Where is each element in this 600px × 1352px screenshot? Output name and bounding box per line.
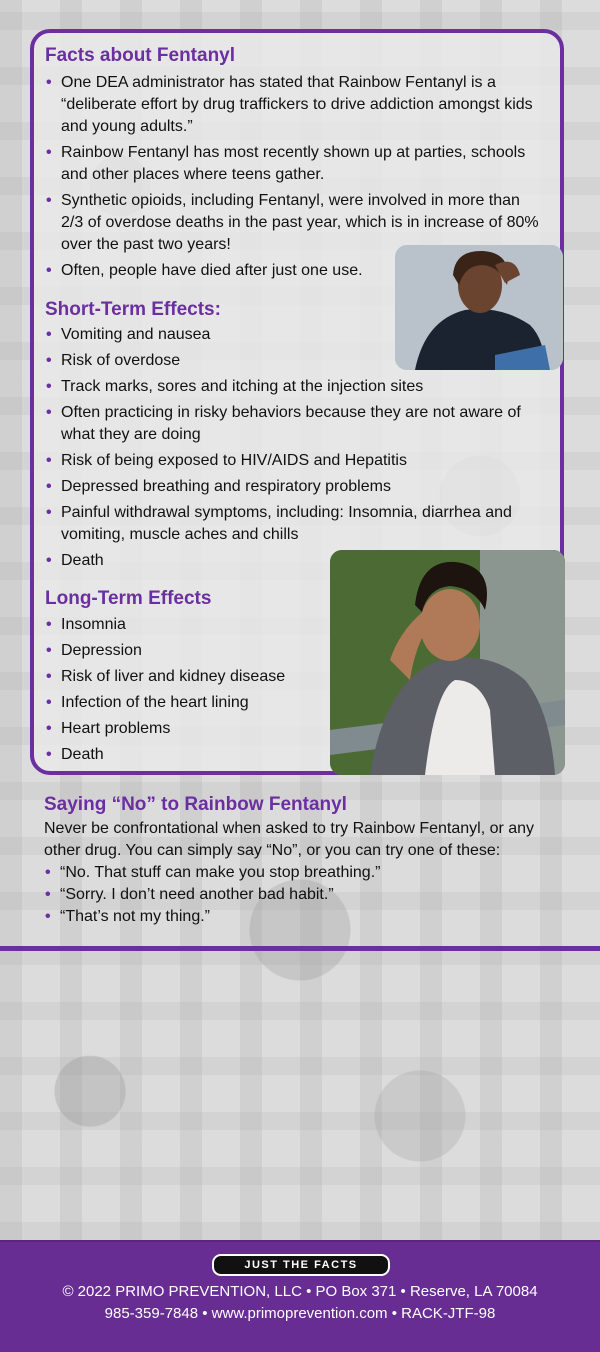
- section-divider: [0, 946, 600, 951]
- list-item: • Vomiting and nausea: [45, 324, 545, 346]
- list-item: • Infection of the heart lining: [45, 692, 325, 714]
- saying-no-list: [44, 862, 564, 928]
- list-item: • “Sorry. I don’t need another bad habit.”: [44, 884, 564, 906]
- footer-address: © 2022 PRIMO PREVENTION, LLC • PO Box 371 • Reserve, LA 70084: [62, 1283, 538, 1300]
- list-item: • Risk of overdose: [45, 350, 545, 372]
- list-item: • Death: [45, 550, 545, 572]
- saying-no-title: Saying “No” to Rainbow Fentanyl: [44, 794, 347, 815]
- long-term-list: [45, 614, 325, 770]
- list-item: • Often practicing in risky behaviors because they are not aware of what they are doing: [45, 402, 545, 446]
- list-item: • Depression: [45, 640, 325, 662]
- list-item: • Rainbow Fentanyl has most recently shown up at parties, schools and other places where teens gather.: [45, 142, 545, 186]
- list-item: • Synthetic opioids, including Fentanyl, were involved in more than 2/3 of overdose deaths in the past year, which is in increase of 80% over the past two years!: [45, 190, 545, 256]
- list-item: • One DEA administrator has stated that Rainbow Fentanyl is a “deliberate effort by drug traffickers to drive addiction amongst kids and young adults.”: [45, 72, 545, 138]
- long-term-title: Long-Term Effects: [45, 588, 212, 609]
- facts-title: Facts about Fentanyl: [45, 45, 236, 66]
- list-item: • Track marks, sores and itching at the injection sites: [45, 376, 545, 398]
- photo-teen-boy: [330, 550, 565, 775]
- list-item: • Heart problems: [45, 718, 325, 740]
- list-item: • “No. That stuff can make you stop breathing.”: [44, 862, 564, 884]
- list-item: • Risk of liver and kidney disease: [45, 666, 325, 688]
- footer-contact: 985-359-7848 • www.primoprevention.com • RACK-JTF-98: [104, 1305, 496, 1322]
- list-item: • “That’s not my thing.”: [44, 906, 564, 928]
- list-item: • Painful withdrawal symptoms, including: Insomnia, diarrhea and vomiting, muscle aches and chills: [45, 502, 545, 546]
- short-term-title: Short-Term Effects:: [45, 299, 221, 320]
- list-item: • Risk of being exposed to HIV/AIDS and Hepatitis: [45, 450, 545, 472]
- list-item: • Insomnia: [45, 614, 325, 636]
- list-item: • Death: [45, 744, 325, 766]
- list-item: • Often, people have died after just one use.: [45, 260, 391, 282]
- brand-logo: JUST THE FACTS: [212, 1254, 390, 1276]
- short-term-list: [45, 324, 545, 576]
- footer: [0, 1240, 600, 1352]
- saying-no-intro: Never be confrontational when asked to try Rainbow Fentanyl, or any other drug. You can simply say “No”, or you can try one of these:: [44, 820, 535, 859]
- list-item: • Depressed breathing and respiratory problems: [45, 476, 545, 498]
